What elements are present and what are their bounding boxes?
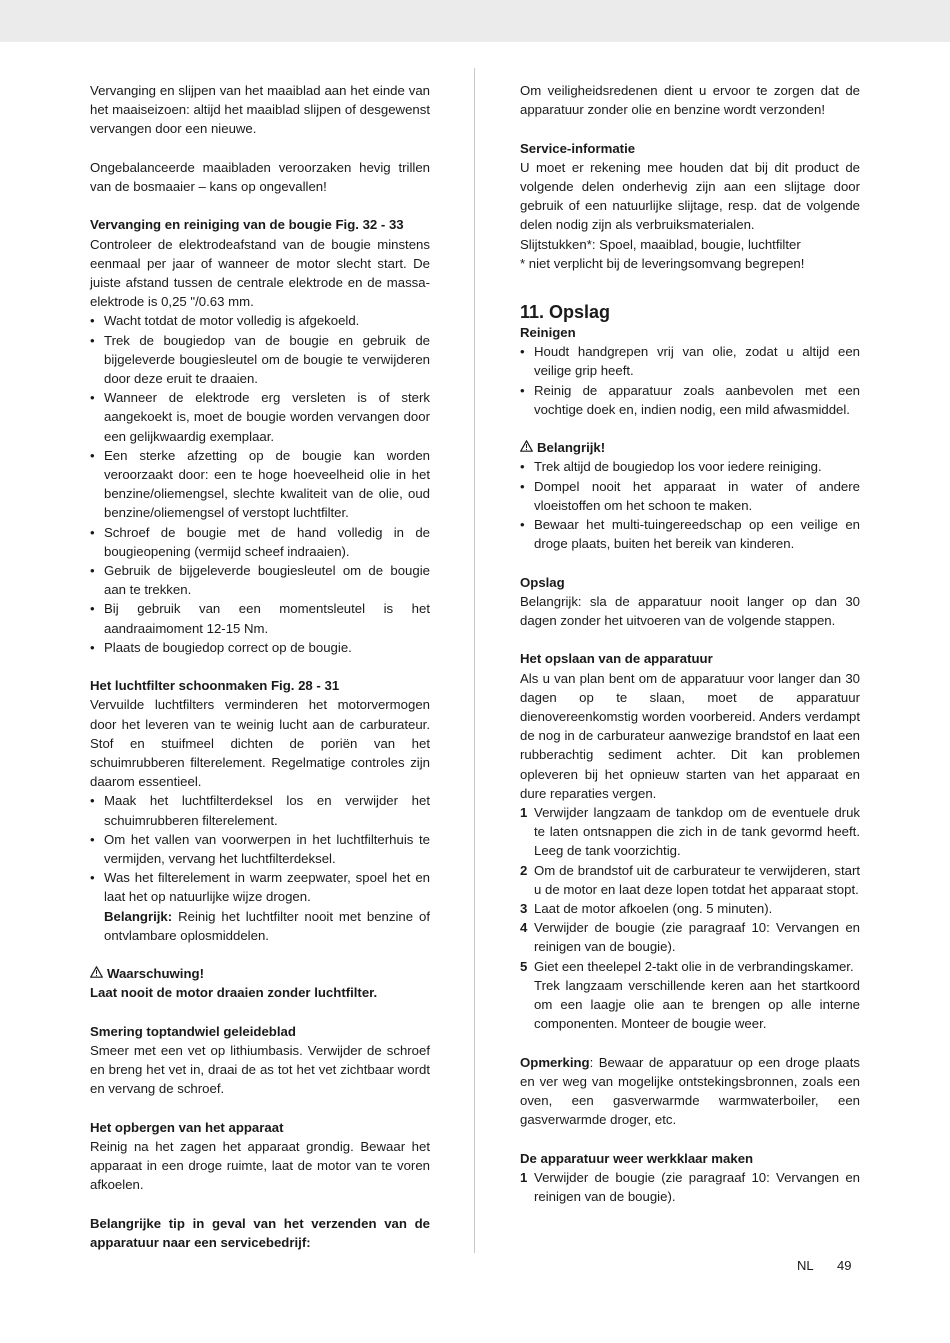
heading-cleaning: Reinigen <box>520 325 576 341</box>
list-item: • Reinig de apparatuur zoals aanbevolen met een vochtige doek en, indien nodig, een mild afwasmiddel. <box>520 381 860 419</box>
list-item <box>520 861 860 899</box>
note-paragraph <box>520 1053 860 1130</box>
warning-text: Laat nooit de motor draaien zonder luchtfilter. <box>90 985 378 1001</box>
air-filter-note <box>90 907 430 945</box>
footer-language: NL <box>797 1258 814 1273</box>
heading-shipping-tip: Belangrijke tip in geval van het verzenden van de apparatuur naar een servicebedrijf: <box>90 1215 430 1251</box>
list-item: • Wanneer de elektrode erg versleten is of sterk aangekoekt is, moet de bougie worden vervangen door een gelijkwaardig exemplaar. <box>90 388 430 446</box>
list-item: • Om het vallen van voorwerpen in het luchtfilterhuis te vermijden, vervang het luchtfilterdeksel. <box>90 830 430 868</box>
step-text: Verwijder de bougie (zie paragraaf 10: Vervangen en reinigen van de bougie). <box>534 920 860 955</box>
step-text: Verwijder de bougie (zie paragraaf 10: Vervangen en reinigen van de bougie). <box>534 1169 860 1205</box>
service-footnote: * niet verplicht bij de leveringsomvang begrepen! <box>520 255 805 271</box>
spark-plug-intro: Controleer de elektrodeafstand van de bougie minstens eenmaal per jaar of wanneer de motor slecht start. De juiste afstand tussen de centrale elektrode en de massa-elektrode is 0,25 "/0.63 mm. <box>90 236 430 310</box>
air-filter-list <box>90 791 430 906</box>
heading-ready-for-use: De apparatuur weer werkklaar maken <box>520 1150 754 1166</box>
storing-equipment-text: Als u van plan bent om de apparatuur voor langer dan 30 dagen op te slaan, moet de apparatuur dienovereenkomstig worden voorbereid. Anders verdampt de nog in de carburateur aanwezige brandstof en laat een rubberachtig sediment achter. Dit kan problemen opleveren bij het opnieuw starten van het apparaat en dure reparaties vergen. <box>520 670 860 801</box>
heading-storage: Opslag <box>520 574 565 590</box>
warning-triangle-icon <box>90 964 103 983</box>
list-item <box>520 803 860 861</box>
list-item: • Trek altijd de bougiedop los voor iedere reiniging. <box>520 457 860 476</box>
step-number: 5 <box>520 958 528 974</box>
list-item: • Trek de bougiedop van de bougie en gebruik de bijgeleverde bougiesleutel om de bougie te verwijderen door deze eruit te draaien. <box>90 331 430 389</box>
right-column <box>520 81 860 1206</box>
heading-storing-equipment: Het opslaan van de apparatuur <box>520 651 713 667</box>
list-item: • Dompel nooit het apparaat in water of andere vloeistoffen om het schoon te maken. <box>520 477 860 515</box>
spark-plug-list <box>90 311 430 657</box>
storage-device-text: Reinig na het zagen het apparaat grondig. Bewaar het apparaat in een droge ruimte, laat de motor van te voren afkoelen. <box>90 1139 430 1193</box>
storing-steps-list <box>520 803 860 976</box>
heading-air-filter: Het luchtfilter schoonmaken Fig. 28 - 31 <box>90 678 340 694</box>
step-5-extra: Trek langzaam verschillende keren aan het startkoord om een laagje olie aan te brengen op alle interne componenten. Monteer de bougie weer. <box>534 977 860 1032</box>
list-item: • Wacht totdat de motor volledig is afgekoeld. <box>90 311 430 330</box>
list-item: • Gebruik de bijgeleverde bougiesleutel om de bougie aan te trekken. <box>90 561 430 599</box>
storage-text: Belangrijk: sla de apparatuur nooit langer op dan 30 dagen zonder het uitvoeren van de volgende stappen. <box>520 593 860 629</box>
column-divider <box>474 68 475 1253</box>
list-item: • Plaats de bougiedop correct op de bougie. <box>90 638 430 657</box>
air-filter-intro: Vervuilde luchtfilters verminderen het motorvermogen door het leveren van te weinig lucht aan de carburateur. Stof en stuifmeel dichten de poriën van het schuimrubberen filterelement. Regelmatige controles zijn daarom essentieel. <box>90 697 430 790</box>
air-filter-note-text: Reinig het luchtfilter nooit met benzine of ontvlambare oplosmiddelen. <box>104 908 430 943</box>
heading-important <box>520 438 860 457</box>
lubrication-text: Smeer met een vet op lithiumbasis. Verwijder de schroef en breng het vet in, draai de as tot het vet zichtbaar wordt en vervang de schroef. <box>90 1043 430 1097</box>
service-info-text: U moet er rekening mee houden dat bij dit product de volgende delen onderhevig zijn aan een slijtage door gebruik of een natuurlijke slijtage, resp. dat de volgende delen nodig zijn als verbruiksmaterialen. <box>520 159 860 233</box>
list-item: • Was het filterelement in warm zeepwater, spoel het en laat het op natuurlijke wijze drogen. <box>90 868 430 906</box>
list-item <box>520 899 860 918</box>
step-text: Om de brandstof uit de carburateur te verwijderen, start u de motor en laat deze lopen totdat het apparaat stopt. <box>534 862 860 897</box>
note-label: Opmerking <box>520 1054 590 1070</box>
step-number: 4 <box>520 920 528 936</box>
heading-important-text: Belangrijk! <box>537 440 606 456</box>
paragraph-shipping-safety: Om veiligheidsredenen dient u ervoor te zorgen dat de apparatuur zonder olie en benzine wordt verzonden! <box>520 83 860 118</box>
step-number: 1 <box>520 1169 528 1185</box>
step-text: Laat de motor afkoelen (ong. 5 minuten). <box>534 901 773 917</box>
list-item: • Bewaar het multi-tuingereedschap op een veilige en droge plaats, buiten het bereik van kinderen. <box>520 515 860 553</box>
list-item <box>520 918 860 956</box>
step-number: 2 <box>520 862 528 878</box>
service-wear-parts: Slijtstukken*: Spoel, maaiblad, bougie, luchtfilter <box>520 236 801 252</box>
list-item: • Bij gebruik van een momentsleutel is het aandraaimoment 12-15 Nm. <box>90 599 430 637</box>
warning-title <box>90 964 430 983</box>
step-number: 1 <box>520 805 528 821</box>
paragraph-blade-replacement: Vervanging en slijpen van het maaiblad aan het einde van het maaiseizoen: altijd het maaiblad slijpen of desgewenst vervangen door een nieuwe. <box>90 83 430 137</box>
air-filter-note-label: Belangrijk: <box>104 908 173 924</box>
list-item: • Maak het luchtfilterdeksel los en verwijder het schuimrubberen filterelement. <box>90 791 430 829</box>
page-number: 49 <box>837 1258 852 1273</box>
section-title-storage: 11. Opslag <box>520 302 611 323</box>
warning-triangle-icon <box>520 438 533 457</box>
top-bar <box>0 0 950 42</box>
list-item <box>520 1168 860 1206</box>
left-column <box>90 81 430 1252</box>
heading-service-info: Service-informatie <box>520 140 636 156</box>
heading-storage-device: Het opbergen van het apparaat <box>90 1119 284 1135</box>
heading-spark-plug: Vervanging en reiniging van de bougie Fig. 32 - 33 <box>90 217 404 233</box>
list-item <box>520 957 860 976</box>
list-item: • Schroef de bougie met de hand volledig in de bougieopening (vermijd scheef indraaien). <box>90 523 430 561</box>
cleaning-list <box>520 342 860 419</box>
step-text: Giet een theelepel 2-takt olie in de verbrandingskamer. <box>534 958 854 974</box>
warning-title-text: Waarschuwing! <box>107 966 204 982</box>
ready-steps-list <box>520 1168 860 1206</box>
paragraph-unbalanced-blades: Ongebalanceerde maaibladen veroorzaken hevig trillen van de bosmaaier – kans op ongevallen! <box>90 159 430 194</box>
heading-lubrication: Smering toptandwiel geleideblad <box>90 1023 296 1039</box>
step-number: 3 <box>520 901 528 917</box>
step-text: Verwijder langzaam de tankdop om de eventuele druk te laten ontsnappen die zich in de tank gevormd heeft. Leeg de tank voorzichtig. <box>534 805 860 859</box>
list-item: • Houdt handgrepen vrij van olie, zodat u altijd een veilige grip heeft. <box>520 342 860 380</box>
important-list <box>520 457 860 553</box>
note-text: : Bewaar de apparatuur op een droge plaats en ver weg van mogelijke ontstekingsbronnen, zoals een oven, een gasverwarmde warmwaterboiler, een gasverwarmde droger, etc. <box>520 1054 860 1128</box>
list-item: • Een sterke afzetting op de bougie kan worden veroorzaakt door: een te hoge hoeveelheid olie in het benzine/oliemengsel, slechte kwaliteit van de olie, oud benzine/oliemengsel of verstopt luchtfilter. <box>90 446 430 523</box>
